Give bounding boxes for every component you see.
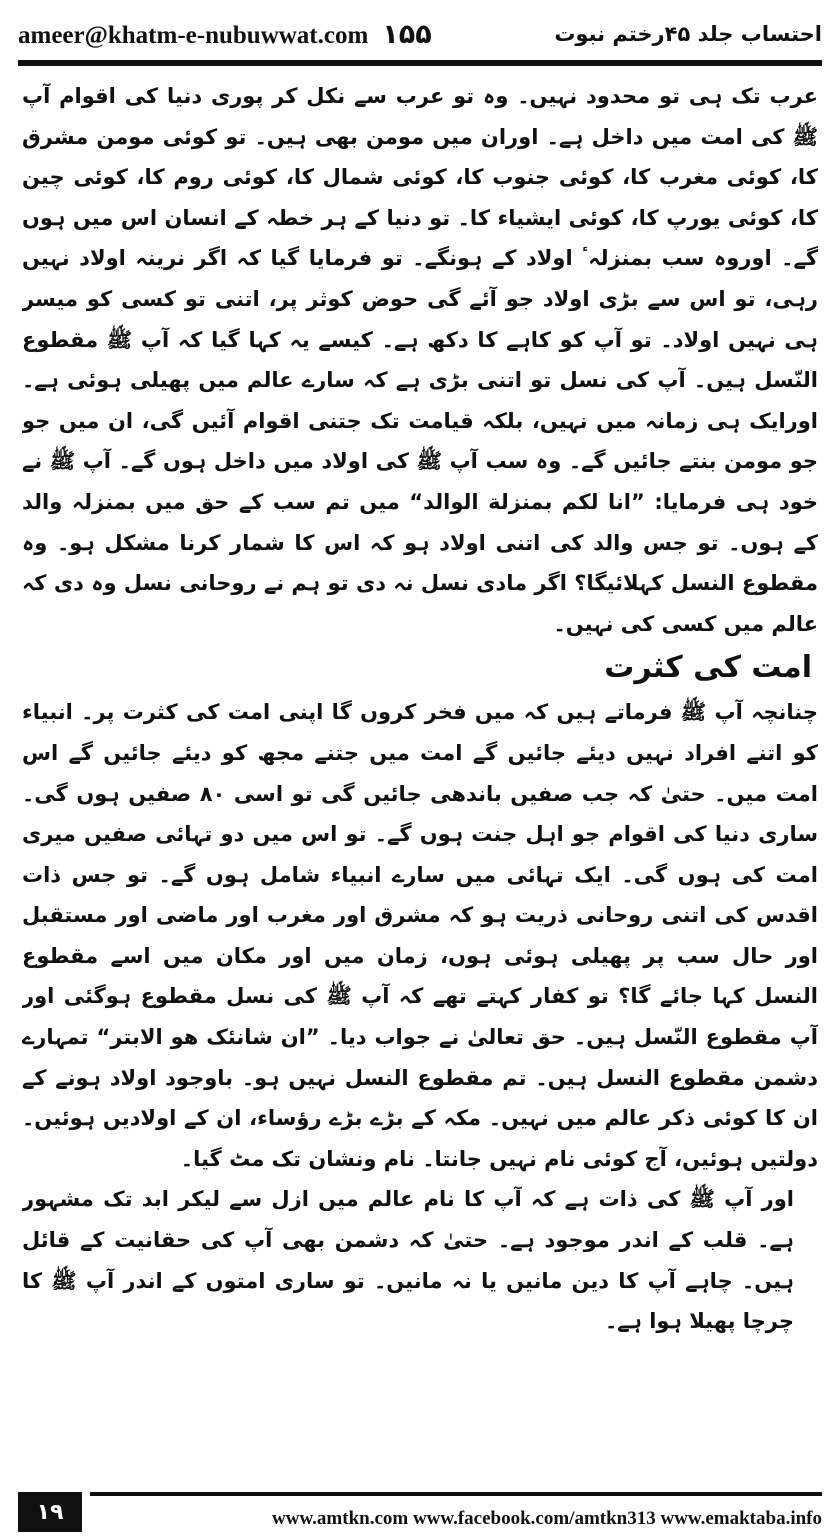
folio-number: ۱۹ bbox=[18, 1492, 82, 1532]
page-header bbox=[18, 14, 822, 54]
page-number: ۱۵۵ bbox=[382, 18, 432, 50]
journal-title: احتساب جلد ۴۵رختم نبوت bbox=[554, 22, 822, 46]
footer-links-area bbox=[82, 1488, 822, 1532]
paragraph-3: اور آپ ﷺ کی ذات ہے کہ آپ کا نام عالم میں ازل سے لیکر ابد تک مشہور ہے۔ قلب کے اندر موجود ہے۔ حتیٰ کہ دشمن بھی آپ کی حقانیت کے قائل ہیں۔ چاہے آپ کا دین مانیں یا نہ مانیں۔ تو ساری امتوں کے اندر آپ ﷺ کا چرچا پھیلا ہوا ہے۔ bbox=[22, 1187, 794, 1334]
header-left bbox=[18, 19, 432, 50]
page-footer bbox=[18, 1488, 822, 1532]
paragraph-2: چنانچہ آپ ﷺ فرماتے ہیں کہ میں فخر کروں گا اپنی امت کی کثرت پر۔ انبیاء کو اتنے افراد نہیں دیئے جائیں گے امت میں جتنے مجھ کو دیئے جائیں گے اس امت میں۔ حتیٰ کہ جب صفیں باندھی جائیں گی تو اسی ۸۰ صفیں ہوں گی۔ ساری دنیا کی اقوام جو اہل جنت ہوں گے۔ تو اس میں دو تہائی صفیں میری امت کی ہوں گی۔ ایک تہائی میں سارے انبیاء شامل ہوں گے۔ تو جس ذات اقدس کی اتنی روحانی ذریت ہو کہ مشرق اور مغرب اور ماضی اور مستقبل اور حال سب پر پھیلی ہوئی ہوں، زمان میں اور مکان میں اسے مقطوع النسل کہا جائے گا؟ تو کفار کہتے تھے کہ آپ ﷺ کی نسل مقطوع ہوگئی اور آپ مقطوع النّسل ہیں۔ حق تعالیٰ نے جواب دیا۔ ”ان شانئک هو الابتر“ تمہارے دشمن مقطوع النسل ہیں۔ تم مقطوع النسل نہیں ہو۔ باوجود اولاد ہونے کے ان کا کوئی ذکر عالم میں نہیں۔ مکہ کے بڑے بڑے رؤساء، ان کے اولادیں ہوئیں۔ دولتیں ہوئیں، آج کوئی نام نہیں جانتا۔ نام ونشان تک مٹ گیا۔ bbox=[22, 700, 818, 1171]
paragraph-1: عرب تک ہی تو محدود نہیں۔ وہ تو عرب سے نکل کر پوری دنیا کی اقوام آپ ﷺ کی امت میں داخل ہے۔ اوران میں مومن بھی ہیں۔ تو کوئی مومن مشرق کا، کوئی مغرب کا، کوئی جنوب کا، کوئی شمال کا، کوئی روم کا، کوئی چین کا، کوئی یورپ کا، کوئی ایشیاء کا۔ تو دنیا کے ہر خطہ کے انسان اس میں ہوں گے۔ اوروہ سب بمنزلہٴ اولاد کے ہونگے۔ تو فرمایا گیا کہ اگر نرینہ اولاد نہیں رہی، تو اس سے بڑی اولاد جو آئے گی حوض کوثر پر، اتنی تو کسی کو میسر ہی نہیں اولاد۔ تو آپ کو کاہے کا دکھ ہے۔ کیسے یہ کہا گیا کہ آپ ﷺ مقطوع النّسل ہیں۔ آپ کی نسل تو اتنی بڑی ہے کہ سارے عالم میں پھیلی ہوئی ہے۔ اورایک ہی زمانہ میں نہیں، بلکہ قیامت تک جتنی اقوام آئیں گی، ان میں جو جو مومن بنتے جائیں گے۔ وہ سب آپ ﷺ کی اولاد میں داخل ہوں گے۔ آپ ﷺ نے خود ہی فرمایا: ”انا لکم بمنزلة الوالد“ میں تم سب کے حق میں بمنزلہ والد کے ہوں۔ تو جس والد کی اتنی اولاد ہو کہ اس کا شمار کرنا مشکل ہو۔ وہ مقطوع النسل کہلائیگا؟ اگر مادی نسل نہ دی تو ہم نے روحانی نسل وہ دی کہ عالم میں کسی کی نہیں۔ bbox=[22, 84, 818, 636]
section-heading: امت کی کثرت bbox=[604, 650, 812, 686]
footer-rule bbox=[90, 1492, 822, 1496]
footer-links: www.amtkn.com www.facebook.com/amtkn313 www.emaktaba.info bbox=[272, 1508, 822, 1529]
article-body bbox=[22, 76, 818, 1476]
header-email: ameer@khatm-e-nubuwwat.com bbox=[18, 21, 369, 49]
header-rule bbox=[18, 60, 822, 66]
